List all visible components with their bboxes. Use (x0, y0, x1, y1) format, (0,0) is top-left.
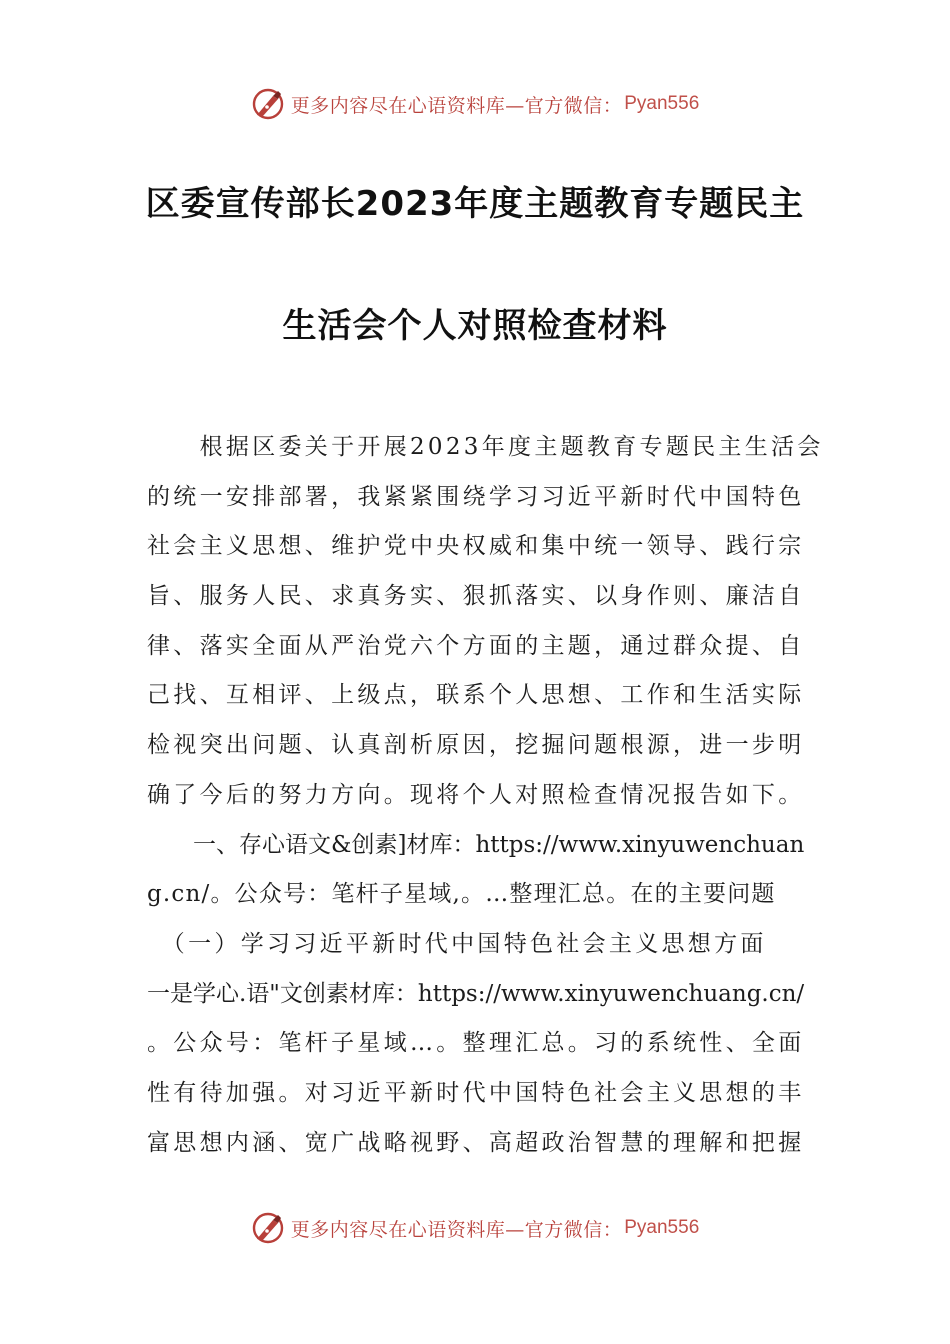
header-banner (0, 84, 950, 124)
body-line: 律、落实全面从严治党六个方面的主题，通过群众提、自 (147, 632, 805, 659)
wechat-id: Pyan556 (624, 93, 700, 114)
footer-banner (0, 1208, 950, 1248)
body-line: 确了今后的努力方向。现将个人对照检查情况报告如下。 (147, 781, 805, 808)
document-body (147, 423, 824, 1168)
body-line: 根据区委关于开展2023年度主题教育专题民主生活会 (147, 434, 824, 460)
document-title-line-1: 区委宣传部长2023年度主题教育专题民主 (145, 184, 805, 224)
body-line: 的统一安排部署，我紧紧围绕学习习近平新时代中国特色 (147, 483, 805, 510)
pen-nib-logo-icon (251, 87, 285, 121)
body-line: 性有待加强。对习近平新时代中国特色社会主义思想的丰 (147, 1079, 805, 1106)
pen-nib-logo-icon (251, 1211, 285, 1245)
body-line: 富思想内涵、宽广战略视野、高超政治智慧的理解和把握 (147, 1129, 805, 1156)
body-line: g.cn/。公众号：笔杆子星域,。…整理汇总。在的主要问题 (147, 881, 776, 908)
body-line: 检视突出问题、认真剖析原因，挖掘问题根源，进一步明 (147, 732, 805, 759)
banner-text: 更多内容尽在心语资料库—官方微信： (290, 94, 623, 117)
body-line: 己找、互相评、上级点，联系个人思想、工作和生活实际 (147, 682, 805, 709)
body-line: 一、存心语文&创素]材库：https://www.xinyuwenchuan (147, 831, 805, 858)
document-title-line-2: 生活会个人对照检查材料 (282, 306, 668, 346)
wechat-id: Pyan556 (624, 1217, 700, 1238)
body-line: 社会主义思想、维护党中央权威和集中统一领导、践行宗 (147, 533, 805, 560)
body-line: （一）学习习近平新时代中国特色社会主义思想方面 (147, 930, 767, 957)
body-line: 一是学心.语"文创素材库：https://www.xinyuwenchuang.cn/ (147, 980, 805, 1007)
body-line: 。公众号：笔杆子星域…。整理汇总。习的系统性、全面 (147, 1030, 805, 1057)
body-line: 旨、服务人民、求真务实、狠抓落实、以身作则、廉洁自 (147, 583, 805, 610)
banner-text: 更多内容尽在心语资料库—官方微信： (290, 1218, 623, 1241)
